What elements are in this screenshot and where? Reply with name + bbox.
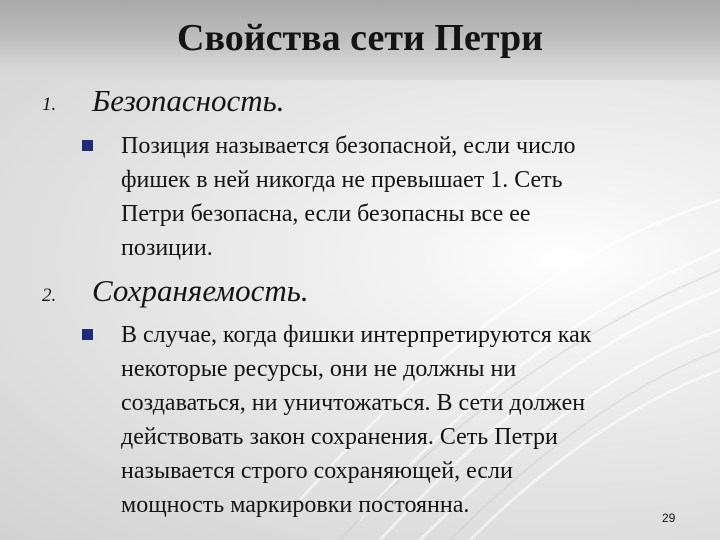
bullet-square-icon xyxy=(82,140,93,151)
section-number: 2. xyxy=(42,285,57,306)
text-line: мощность маркировки постоянна. xyxy=(121,492,470,518)
text-line: фишек в ней никогда не превышает 1. Сеть xyxy=(121,167,563,193)
text-line: некоторые ресурсы, они не должны ни xyxy=(121,356,517,382)
section-number: 1. xyxy=(42,94,57,115)
text-line: действовать закон сохранения. Сеть Петри xyxy=(121,424,558,450)
bullet-text xyxy=(121,129,681,265)
section-heading: Сохраняемость. xyxy=(92,273,309,308)
text-line: Петри безопасна, если безопасны все ее xyxy=(121,201,531,227)
text-line: создаваться, ни уничтожаться. В сети должен xyxy=(121,390,586,416)
slide-title: Свойства сети Петри xyxy=(177,17,543,59)
section-heading: Безопасность. xyxy=(92,83,285,118)
bullet-square-icon xyxy=(82,329,93,340)
text-line: Позиция называется безопасной, если число xyxy=(121,133,576,159)
page-number: 29 xyxy=(662,511,676,525)
bullet-text xyxy=(121,318,681,522)
text-line: В случае, когда фишки интерпретируются как xyxy=(121,322,592,348)
text-line: позиции. xyxy=(121,235,213,261)
text-line: называется строго сохраняющей, если xyxy=(121,458,513,484)
